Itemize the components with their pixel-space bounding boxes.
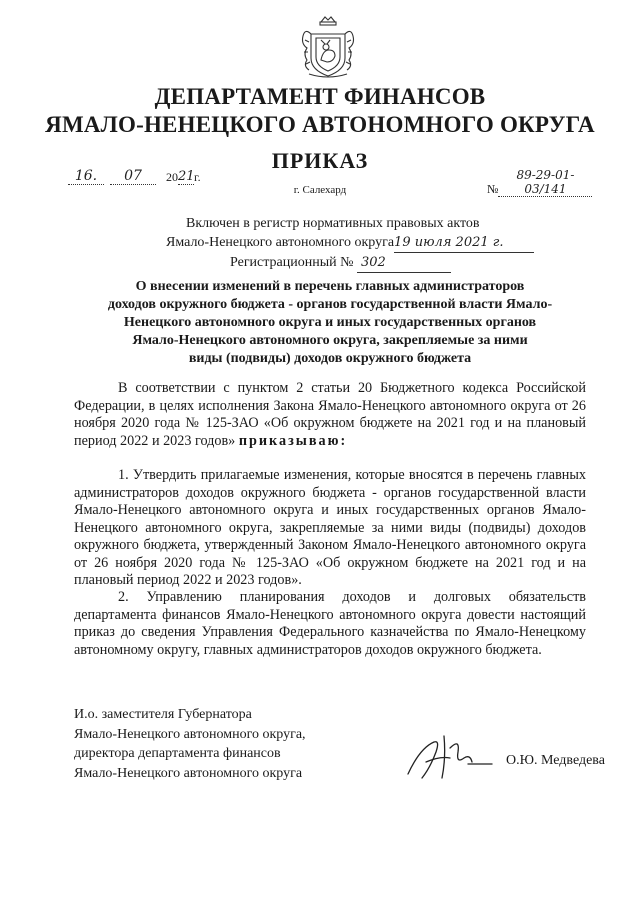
preamble-paragraph [74,380,586,450]
department-title-line1: ДЕПАРТАМЕНТ ФИНАНСОВ [154,84,486,109]
registry-line2 [166,233,586,253]
registry-region: Ямало-Ненецкого автономного округа [166,235,395,250]
item2-paragraph: 2. Управлению планирования доходов и долговых обязательств департамента финансов Ямало-Ненецкого автономного округа довести настоящий приказ до сведения Управления Федерального казначейства по Ямало-Ненецкому автономному округу, главных администраторов доходов окружного бюджета. [74,589,586,658]
registry-number: 302 [357,253,451,273]
preamble-text: В соответствии с пунктом 2 статьи 20 Бюджетного кодекса Российской Федерации, в целях исполнения Закона Ямало-Ненецкого автономного округа от 26 ноября 2020 года № 125-ЗАО «Об окружном бюджете на 2021 год и на плановый период 2022 и 2023 годов» [74,380,586,449]
signatory-line1: И.о. заместителя Губернатора [74,707,252,722]
signatory-line4: Ямало-Ненецкого автономного округа [74,765,303,781]
subject-line4: Ямало-Ненецкого автономного округа, закрепляемые за ними [132,333,528,348]
registry-stamp [166,214,586,273]
subject-line3: Ненецкого автономного округа и иных государственных органов [123,315,537,330]
registry-line1: Включен в регистр нормативных правовых актов [186,216,480,231]
date-day: 16. [68,168,104,185]
signer-name: О.Ю. Медведева [506,753,605,768]
command-word: приказываю: [238,432,348,449]
signatory-line2: Ямало-Ненецкого автономного округа, [74,726,306,742]
registry-number-label: Регистрационный № [230,255,354,270]
order-date [68,168,201,185]
signature-icon [400,728,500,786]
year-abbrev: г. [194,170,201,184]
registry-line3 [166,253,586,273]
registry-date: 19 июля 2021 г. [394,233,534,253]
city: г. Салехард [293,184,347,196]
number-prefix: № [487,182,499,196]
date-month: 07 [110,168,156,185]
subject-line1: О внесении изменений в перечень главных администраторов [135,279,525,294]
subject-line5: виды (подвиды) доходов окружного бюджета [188,351,472,366]
signatory-title [74,705,306,783]
subject-line2: доходов окружного бюджета - органов государственной власти Ямало- [107,297,553,312]
coat-of-arms-icon [299,14,357,80]
department-title-line2: ЯМАЛО-НЕНЕЦКОГО АВТОНОМНОГО ОКРУГА [45,112,595,137]
order-subject [80,278,580,368]
order-title: ПРИКАЗ [271,148,369,173]
signatory-line3: директора департамента финансов [74,746,281,761]
number-value: 89-29-01-03/141 [498,168,592,197]
item1-paragraph: 1. Утвердить прилагаемые изменения, которые вносятся в перечень главных администраторов доходов окружного бюджета - органов государственной власти Ямало-Ненецкого автономного округа и иных государственных органов Ямало-Ненецкого автономного округа, закрепляемые за ними виды (подвиды) доходов окружного бюджета, утвержденный Законом Ямало-Ненецкого автономного округа от 26 ноября 2020 года № 125-ЗАО «Об окружном бюджете на 2021 год и на плановый период 2022 и 2023 годов». [74,467,586,588]
year-prefix: 20 [166,170,178,184]
year-suffix: 21 [178,169,195,184]
